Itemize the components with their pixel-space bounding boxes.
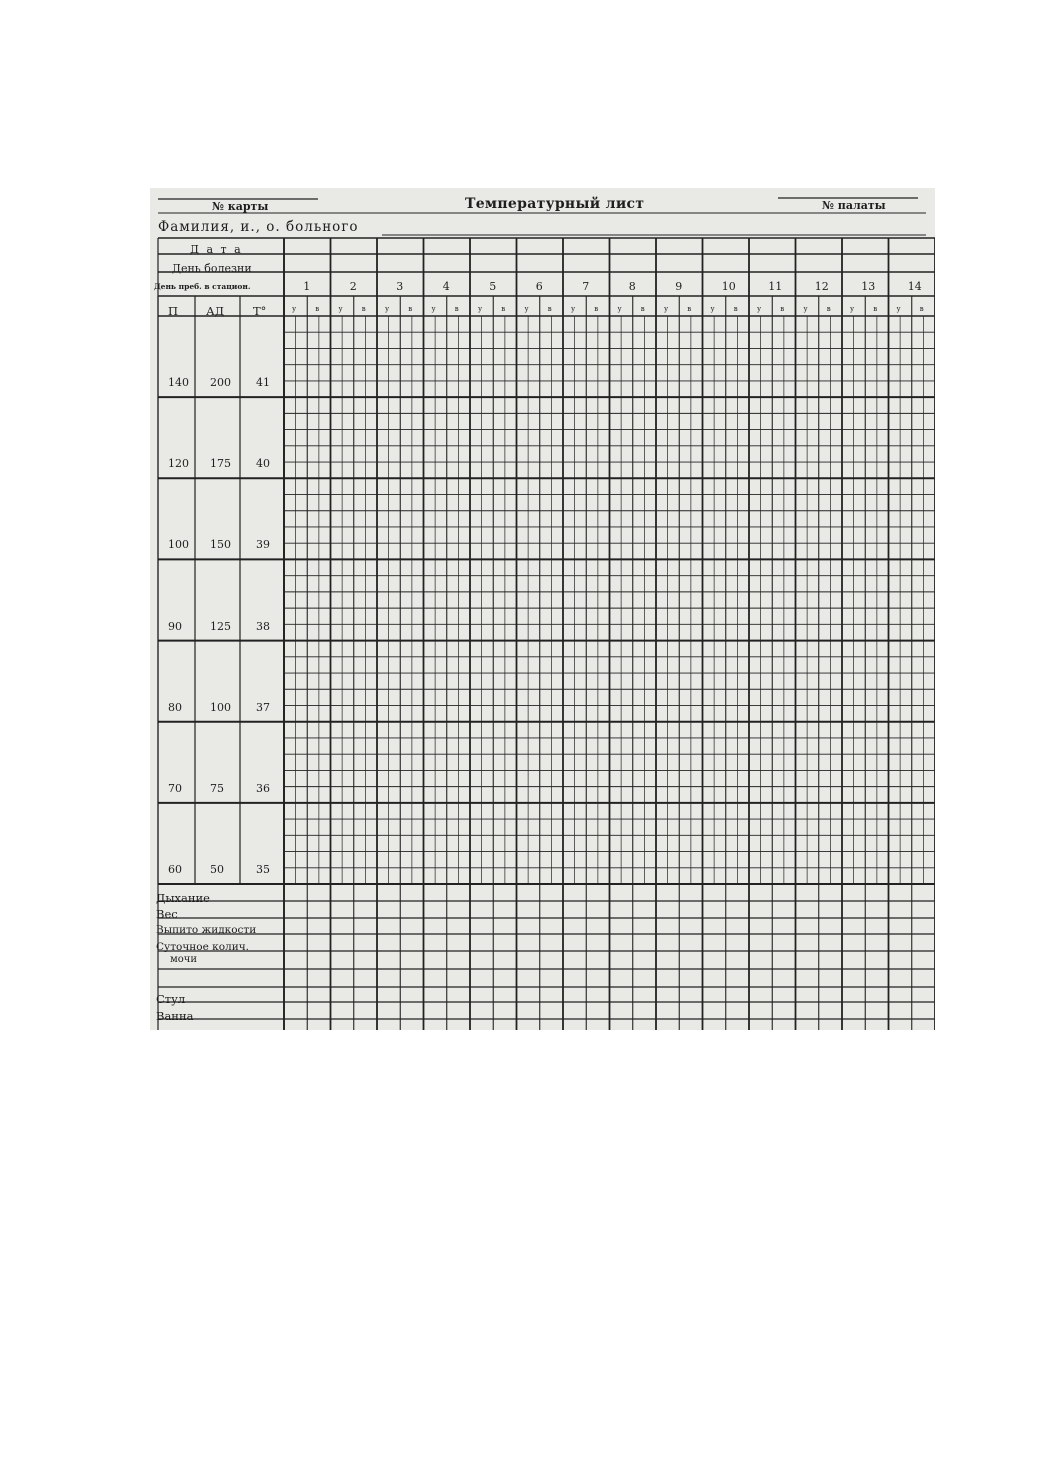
evening-marker: в (919, 305, 924, 313)
fluid-row-label: Выпито жидкости (156, 924, 257, 936)
day-number: 8 (628, 280, 636, 293)
breathing-row-label: Дыхание (156, 891, 210, 905)
day-number: 10 (721, 280, 736, 293)
scale-bp-label: 200 (210, 376, 231, 390)
morning-marker: у (803, 305, 808, 313)
day-number: 1 (303, 280, 311, 293)
morning-marker: у (896, 305, 901, 313)
scale-pulse-label: 140 (168, 376, 189, 390)
day-number: 6 (535, 280, 543, 293)
urine-row-label: Суточное колич. (156, 941, 249, 953)
evening-marker: в (408, 305, 413, 313)
evening-marker: в (315, 305, 320, 313)
evening-marker: в (454, 305, 459, 313)
day-number: 5 (489, 280, 497, 293)
scale-bp-label: 175 (210, 457, 231, 471)
morning-marker: у (617, 305, 622, 313)
scale-pulse-label: 120 (168, 457, 189, 471)
morning-marker: у (571, 305, 576, 313)
morning-marker: у (664, 305, 669, 313)
morning-marker: у (385, 305, 390, 313)
scale-bp-label: 125 (210, 619, 231, 633)
evening-marker: в (873, 305, 878, 313)
scale-bp-label: 75 (210, 781, 224, 795)
scale-temp-label: 35 (256, 863, 270, 876)
scale-temp-label: 41 (256, 376, 270, 390)
evening-marker: в (361, 305, 366, 313)
patient-name-label: Фамилия, и., о. больного (158, 219, 359, 235)
evening-marker: в (826, 305, 831, 313)
ward-number-label: № палаты (822, 199, 886, 212)
day-number: 14 (907, 280, 922, 293)
scale-pulse-label: 80 (168, 700, 182, 714)
day-number: 3 (396, 280, 404, 293)
day-number: 11 (768, 280, 783, 293)
temperature-column-header: Т° (253, 304, 267, 318)
evening-marker: в (733, 305, 738, 313)
morning-marker: у (431, 305, 436, 313)
scale-pulse-label: 100 (168, 538, 189, 552)
day-number: 2 (349, 280, 357, 293)
sheet-title: Температурный лист (465, 196, 645, 212)
blood-pressure-column-header: АД (206, 304, 225, 318)
scale-temp-label: 37 (256, 700, 270, 714)
scale-bp-label: 100 (210, 700, 231, 714)
evening-marker: в (501, 305, 506, 313)
stay-day-row-label: День преб. в стацион. (154, 282, 251, 291)
day-number: 13 (861, 280, 876, 293)
stool-row-label: Стул (156, 992, 186, 1006)
scale-temp-label: 38 (256, 619, 270, 633)
evening-marker: в (594, 305, 599, 313)
morning-marker: у (478, 305, 483, 313)
morning-marker: у (710, 305, 715, 313)
evening-marker: в (640, 305, 645, 313)
illness-day-row-label: День болезни (172, 262, 252, 275)
evening-marker: в (687, 305, 692, 313)
morning-marker: у (757, 305, 762, 313)
scale-bp-label: 50 (210, 863, 224, 876)
scale-temp-label: 39 (256, 538, 270, 552)
temperature-sheet (150, 188, 935, 1030)
scale-bp-label: 150 (210, 538, 231, 552)
scale-pulse-label: 60 (168, 863, 182, 876)
day-number: 7 (582, 280, 590, 293)
scale-pulse-label: 90 (168, 619, 182, 633)
morning-marker: у (850, 305, 855, 313)
day-number: 9 (675, 280, 683, 293)
scale-temp-label: 36 (256, 781, 270, 795)
pulse-column-header: П (168, 304, 179, 318)
card-number-label: № карты (212, 200, 269, 213)
morning-marker: у (338, 305, 343, 313)
bath-row-label: Ванна (156, 1009, 194, 1023)
urine-row-label-cont: мочи (170, 954, 198, 965)
evening-marker: в (547, 305, 552, 313)
day-number: 4 (442, 280, 450, 293)
weight-row-label: Вес (156, 907, 178, 921)
scale-pulse-label: 70 (168, 781, 182, 795)
morning-marker: у (292, 305, 297, 313)
evening-marker: в (780, 305, 785, 313)
sheet-grid (150, 188, 935, 1030)
morning-marker: у (524, 305, 529, 313)
scale-temp-label: 40 (256, 457, 270, 471)
date-row-label: Д а т а (190, 243, 243, 256)
day-number: 12 (814, 280, 829, 293)
